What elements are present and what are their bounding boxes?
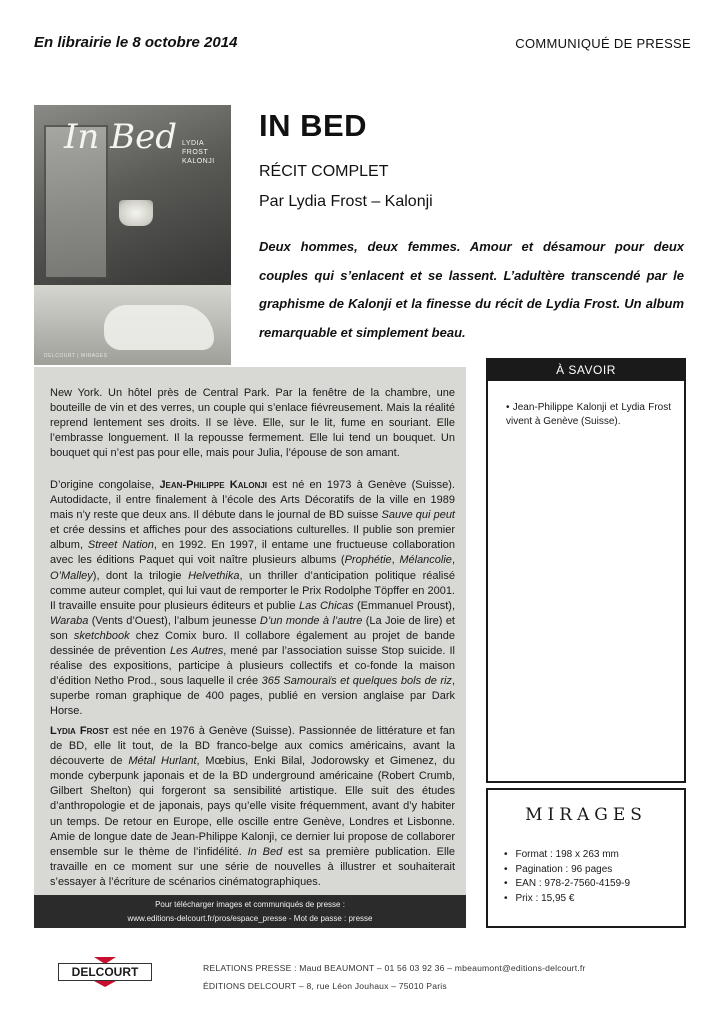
download-info-bar bbox=[34, 895, 466, 928]
work-title: D’un monde à l’autre bbox=[259, 614, 363, 627]
bio-text: , mené par l’association suisse Stop suicide. Il réalise des expositions, participe à plusieurs collectifs et co-fonde la maison d’édition Netho Prod., sous laquelle il crée bbox=[50, 645, 455, 688]
bio-text: , en 1992. En 1997, il entame une fructueuse collaboration avec les éditions Paquet qui voit naître plusieurs albums ( bbox=[50, 539, 455, 567]
bio-text: D’origine congolaise, bbox=[50, 479, 160, 491]
bio-text: est sa première publication. Elle travaille en ce moment sur une série de nouvelles à illustrer et souhaiterait s’essayer à l’écriture de scénarios cinématographiques. bbox=[50, 845, 456, 888]
synopsis-paragraph: New York. Un hôtel près de Central Park. Par la fenêtre de la chambre, une bouteille de vin et des verres, un couple qui s’enlace fiévreusement. Mais la réalité reprend lentement ses droits. Il se lève. Elle, sur le lit, fume en souriant. Elle l’embrasse longuement. Il la repousse fermement. Elle lui tend un bouquet. Un bouquet qui n’est pas pour elle, mais pour Julia, l’épouse de son amant. bbox=[50, 387, 455, 460]
work-title: Sauve qui peut bbox=[381, 509, 455, 522]
bio-text: est né en 1973 à Genève (Suisse). Autodidacte, il entre finalement à l’école des Arts Décoratifs de la ville en 1989 mais n’y reste que deux ans. Il débute dans le journal de BD suisse bbox=[50, 479, 455, 522]
facts-header: À SAVOIR bbox=[488, 360, 684, 381]
kalonji-bio-paragraph bbox=[50, 478, 455, 720]
imprint-logo: MIRAGES bbox=[525, 805, 647, 825]
frost-bio-paragraph bbox=[50, 724, 455, 890]
spec-pagination: • Pagination : 96 pages bbox=[504, 863, 630, 878]
bio-text: , bbox=[391, 554, 400, 567]
specs-box bbox=[486, 788, 686, 928]
bio-text: , un thriller d’anticipation politique réalisé comme auteur complet, qui lui vaut de remporter le Prix Rodolphe Töpffer en 2001. Il travaille ensuite pour plusieurs éditeurs et publie bbox=[50, 569, 455, 612]
bio-text: et crée dessins et affiches pour des associations culturelles. Il publie son premier album, bbox=[50, 524, 455, 552]
bio-text: , bbox=[451, 554, 455, 567]
release-date: En librairie le 8 octobre 2014 bbox=[34, 34, 238, 51]
work-title: Prophétie bbox=[344, 554, 392, 567]
work-title: In Bed bbox=[247, 845, 283, 858]
cover-title: In Bed bbox=[64, 117, 178, 157]
book-cover-image bbox=[34, 105, 231, 365]
download-link[interactable]: www.editions-delcourt.fr/pros/espace_presse - Mot de passe : presse bbox=[127, 914, 373, 923]
cover-figure bbox=[104, 305, 214, 350]
work-title: sketchbook bbox=[73, 629, 130, 642]
cover-author-1: LYDIA FROST bbox=[182, 140, 209, 156]
bio-text: , superbe roman graphique de 400 pages, publié en version anglaise par Dark Horse. bbox=[50, 675, 455, 718]
logo-wordmark: DELCOURT bbox=[58, 963, 152, 981]
specs-list bbox=[504, 848, 630, 906]
cover-author-2: KALONJI bbox=[182, 158, 215, 165]
book-title: IN BED bbox=[259, 108, 368, 143]
work-title: Les Autres bbox=[169, 645, 224, 658]
bio-text: ), dont la trilogie bbox=[92, 569, 189, 582]
facts-item: • Jean-Philippe Kalonji et Lydia Frost vivent à Genève (Suisse). bbox=[506, 402, 671, 427]
work-title: Waraba bbox=[50, 614, 89, 627]
work-title: 365 Samouraïs et quelques bols de riz bbox=[261, 675, 452, 688]
bio-text: (La Joie de lire) et son bbox=[50, 614, 455, 642]
spec-format: • Format : 198 x 263 mm bbox=[504, 848, 630, 863]
press-release-label: COMMUNIQUÉ DE PRESSE bbox=[515, 36, 691, 51]
work-title: Helvethika bbox=[188, 569, 240, 582]
spec-price: • Prix : 15,95 € bbox=[504, 892, 630, 907]
work-title: Mélancolie bbox=[399, 554, 452, 567]
press-contact: RELATIONS PRESSE : Maud BEAUMONT – 01 56 03 92 36 – mbeaumont@editions-delcourt.fr bbox=[203, 963, 586, 973]
work-title: Métal Hurlant bbox=[128, 755, 197, 768]
book-summary: Deux hommes, deux femmes. Amour et désamour pour deux couples qui s’enlacent et se lassent. L’adultère transcendé par le graphisme de Kalonji et la finesse du récit de Lydia Frost. Un album remarquable et simplement beau. bbox=[259, 239, 684, 341]
bio-text: , Mœbius, Enki Bilal, Jodorowsky et Gimenez, du monde cyberpunk japonais et de la BD underground américaine (Robert Crumb, Gilbert Shelton) qui forgeront sa sensibilité artistique. Elle suit des études d’anthropologie et de japonais, pays qu’elle visite fréquemment, avant d’y habiter un temps. De retour en Europe, elle oscille entre Genève, Londres et Lisbonne. Amie de longue date de Jean-Philippe Kalonji, ce dernier lui propose de collaborer ensemble sur le thème de l’infidélité. bbox=[50, 755, 455, 858]
delcourt-logo bbox=[58, 957, 152, 987]
author-name-kalonji: Jean-Philippe Kalonji bbox=[159, 479, 268, 491]
spec-ean: • EAN : 978-2-7560-4159-9 bbox=[504, 877, 630, 892]
cover-authors bbox=[182, 139, 231, 166]
bio-text: est née en 1976 à Genève (Suisse). Passionnée de littérature et fan de BD, elle lit tout, de la BD franco-belge aux comics américains, avant la découverte de bbox=[50, 725, 455, 768]
publisher-address: ÉDITIONS DELCOURT – 8, rue Léon Jouhaux – 75010 Paris bbox=[203, 981, 447, 991]
cover-lamp bbox=[119, 200, 153, 226]
author-name-frost: Lydia Frost bbox=[50, 725, 109, 737]
bio-text: (Vents d’Ouest), l’album jeunesse bbox=[88, 614, 260, 627]
facts-box bbox=[486, 358, 686, 783]
book-format: RÉCIT COMPLET bbox=[259, 163, 389, 180]
body-panel bbox=[34, 367, 466, 927]
download-info-line: Pour télécharger images et communiqués de presse : bbox=[155, 900, 345, 909]
bio-text: chez Comix buro. Il collabore également au projet de bande dessinée de prévention bbox=[50, 629, 455, 658]
work-title: Street Nation bbox=[87, 539, 154, 552]
work-title: O’Malley bbox=[50, 569, 93, 582]
cover-publisher: DELCOURT | MIRAGES bbox=[44, 353, 108, 359]
logo-triangle-bottom bbox=[94, 981, 116, 987]
bio-text: (Emmanuel Proust), bbox=[353, 599, 456, 612]
work-title: Las Chicas bbox=[298, 599, 354, 612]
book-authors: Par Lydia Frost – Kalonji bbox=[259, 193, 433, 210]
